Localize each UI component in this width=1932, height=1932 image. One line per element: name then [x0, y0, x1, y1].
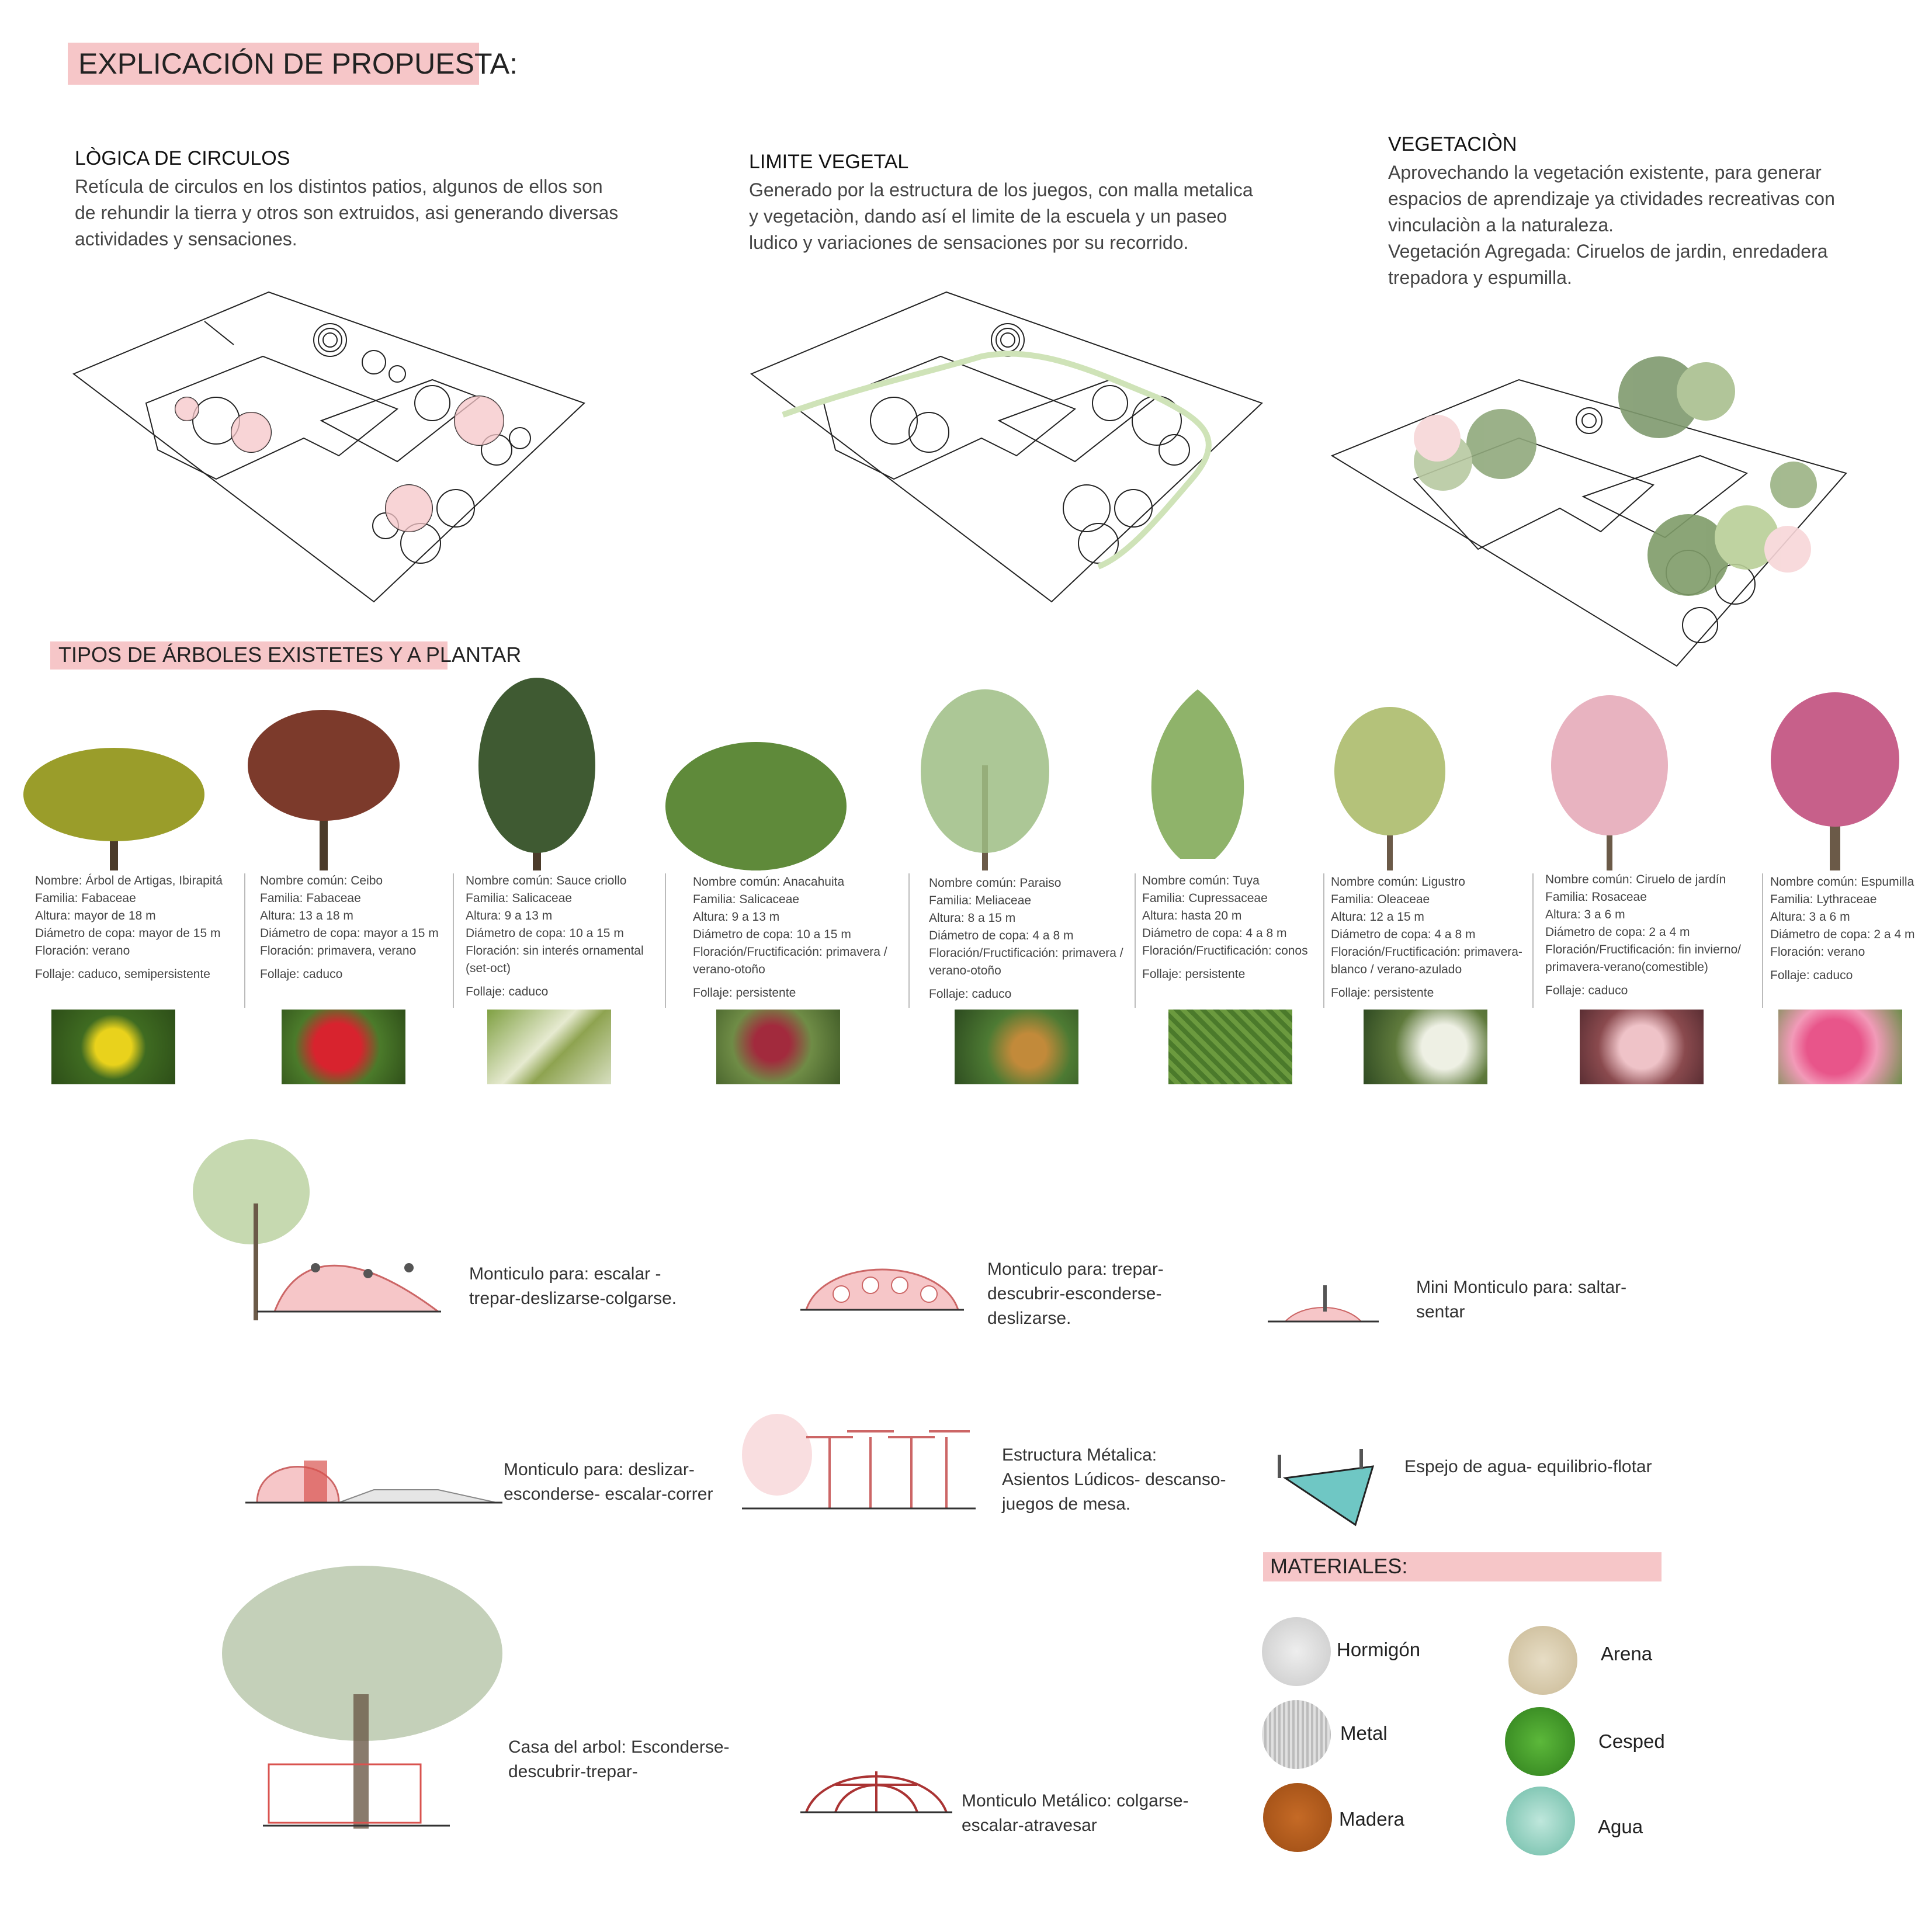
info-line: Floración/Fructificación: primavera-: [1331, 945, 1522, 959]
info-line: Altura: mayor de 18 m: [35, 909, 156, 922]
column-divider: [908, 873, 910, 1008]
info-line: verano-otoño: [929, 964, 1001, 977]
column-divider: [244, 873, 245, 1008]
text-line: de rehundir la tierra y otros son extruidos, asi generando diversas: [75, 202, 619, 223]
caption-monticulo-trepar: [987, 1257, 1164, 1331]
material-label: Hormigón: [1337, 1639, 1421, 1660]
monticulo-metalico-diagram: [800, 1764, 952, 1817]
espejo-agua-diagram: [1268, 1443, 1385, 1531]
caption-estructura-metalica: [1002, 1443, 1226, 1517]
material-swatch-arena: [1508, 1626, 1577, 1695]
info-follaje: Follaje: caduco: [260, 967, 343, 981]
caption-line: trepar-deslizarse-colgarse.: [469, 1289, 677, 1308]
caption-line: descubrir-esconderse-: [987, 1284, 1162, 1303]
photo-ligustro-flower: [1364, 1010, 1487, 1084]
tree-espumilla-icon: [1771, 692, 1899, 870]
photo-ciruelo-flower: [1580, 1010, 1704, 1084]
info-line: Familia: Lythraceae: [1770, 893, 1877, 906]
section-limite-vegetal: [749, 151, 1321, 256]
tree-info-sauce: [466, 872, 664, 1001]
info-line: Familia: Oleaceae: [1331, 893, 1430, 906]
tree-tuya-icon: [1151, 689, 1244, 859]
tree-ceibo-icon: [248, 710, 400, 870]
text-line: Aprovechando la vegetación existente, para generar: [1388, 162, 1822, 183]
tree-info-ligustro: [1331, 873, 1535, 1002]
info-line: Diámetro de copa: 10 a 15 m: [693, 928, 851, 941]
caption-monticulo-escalar: [469, 1262, 677, 1311]
text-line: actividades y sensaciones.: [75, 228, 297, 249]
material-swatch-agua: [1506, 1787, 1575, 1855]
info-line: Altura: 13 a 18 m: [260, 909, 353, 922]
info-follaje: Follaje: caduco: [1545, 984, 1628, 997]
photo-sauce-leaves: [487, 1010, 611, 1084]
info-line: Nombre común: Tuya: [1142, 874, 1260, 887]
photo-espumilla-flower: [1778, 1010, 1902, 1084]
info-line: Familia: Meliaceae: [929, 894, 1032, 907]
info-line: Floración: sin interés ornamental: [466, 944, 644, 958]
info-follaje: Follaje: caduco: [929, 987, 1012, 1001]
info-line: Diámetro de copa: 2 a 4 m: [1770, 928, 1915, 941]
column-divider: [1135, 873, 1136, 1008]
info-line: Familia: Rosaceae: [1545, 890, 1647, 904]
info-line: Altura: 3 a 6 m: [1545, 908, 1625, 921]
info-line: Diámetro de copa: 4 a 8 m: [1142, 927, 1287, 940]
section-circulos: [75, 147, 659, 252]
info-line: Altura: 9 a 13 m: [466, 909, 553, 922]
tree-info-ceibo: [260, 872, 447, 983]
caption-line: descubrir-trepar-: [508, 1762, 638, 1781]
info-line: primavera-verano(comestible): [1545, 960, 1708, 974]
info-line: verano-otoño: [693, 963, 765, 976]
info-line: (set-oct): [466, 962, 511, 975]
info-follaje: Follaje: caduco: [1770, 969, 1853, 982]
page-title: EXPLICACIÓN DE PROPUESTA:: [78, 47, 518, 80]
plan-limite-vegetal-diagram: [748, 286, 1274, 613]
text-line: ludico y variaciones de sensaciones por su recorrido.: [749, 232, 1189, 253]
material-swatch-cesped: [1505, 1707, 1575, 1776]
info-line: blanco / verano-azulado: [1331, 963, 1462, 976]
material-swatch-madera: [1263, 1783, 1332, 1852]
casa-del-arbol-diagram: [216, 1566, 508, 1834]
photo-paraiso-fruit: [955, 1010, 1078, 1084]
plan-circulos-diagram: [70, 286, 596, 613]
photo-ceibo-flower: [282, 1010, 405, 1084]
text-line: Generado por la estructura de los juegos, con malla metalica: [749, 179, 1253, 200]
tree-ligustro-icon: [1334, 707, 1445, 870]
info-line: Diámetro de copa: 4 a 8 m: [1331, 928, 1476, 941]
info-line: Diámetro de copa: 2 a 4 m: [1545, 925, 1690, 939]
material-swatch-metal: [1262, 1700, 1331, 1769]
info-line: Altura: 8 a 15 m: [929, 911, 1016, 925]
material-label: Cesped: [1598, 1730, 1665, 1752]
tree-sauce-icon: [478, 678, 595, 870]
photo-anacahuita-fruit: [716, 1010, 840, 1084]
info-line: Familia: Fabaceae: [35, 892, 136, 905]
info-line: Nombre: Árbol de Artigas, Ibirapitá: [35, 874, 223, 887]
column-divider: [665, 873, 666, 1008]
caption-line: Monticulo para: deslizar-: [504, 1460, 695, 1479]
caption-line: deslizarse.: [987, 1309, 1071, 1328]
caption-line: esconderse- escalar-correr: [504, 1484, 713, 1504]
caption-line: Asientos Lúdicos- descanso-: [1002, 1470, 1226, 1489]
info-line: Familia: Fabaceae: [260, 892, 361, 905]
section-body: [749, 177, 1321, 256]
photo-ibirapita-flower: [51, 1010, 175, 1084]
tree-info-paraiso: [929, 875, 1133, 1003]
info-follaje: Follaje: persistente: [1142, 967, 1246, 981]
caption-line: Monticulo Metálico: colgarse-: [962, 1791, 1189, 1810]
monticulo-deslizar-diagram: [245, 1437, 502, 1507]
info-line: Nombre común: Sauce criollo: [466, 874, 627, 887]
tree-info-espumilla: [1770, 873, 1928, 984]
info-line: Floración/Fructificación: fin invierno/: [1545, 943, 1741, 956]
material-label: Madera: [1339, 1808, 1404, 1830]
tree-info-anacahuita: [693, 873, 903, 1002]
caption-monticulo-deslizar: [504, 1458, 713, 1507]
tree-crowns-group: [1414, 356, 1817, 596]
trees-heading: TIPOS DE ÁRBOLES EXISTETES Y A PLANTAR: [58, 643, 522, 667]
column-divider: [1762, 873, 1763, 1008]
caption-mini-monticulo: [1416, 1275, 1626, 1324]
info-line: Floración/Fructificación: primavera /: [929, 946, 1123, 960]
info-follaje: Follaje: caduco, semipersistente: [35, 967, 210, 981]
column-divider: [453, 873, 454, 1008]
caption-line: Monticulo para: trepar-: [987, 1260, 1164, 1279]
info-line: Altura: 3 a 6 m: [1770, 910, 1850, 924]
info-line: Nombre común: Espumilla: [1770, 875, 1914, 889]
text-line: vinculaciòn a la naturaleza.: [1388, 214, 1614, 235]
info-follaje: Follaje: persistente: [1331, 986, 1434, 1000]
material-label: Arena: [1601, 1643, 1653, 1664]
text-line: espacios de aprendizaje ya ctividades recreativas con: [1388, 188, 1835, 209]
tree-info-ciruelo: [1545, 871, 1761, 1000]
info-follaje: Follaje: caduco: [466, 985, 549, 998]
caption-espejo-agua: [1404, 1455, 1652, 1479]
section-body: [75, 174, 659, 252]
plan-vegetacion-diagram: [1326, 362, 1910, 678]
info-line: Diámetro de copa: 10 a 15 m: [466, 927, 624, 940]
estructura-metalica-diagram: [742, 1408, 976, 1513]
column-divider: [1532, 873, 1534, 1008]
info-line: Floración: primavera, verano: [260, 944, 417, 958]
caption-line: Estructura Métalica:: [1002, 1445, 1157, 1465]
info-line: Floración: verano: [35, 944, 130, 958]
caption-line: Espejo de agua- equilibrio-flotar: [1404, 1457, 1652, 1476]
column-divider: [1323, 873, 1324, 1008]
info-line: Familia: Salicaceae: [466, 892, 573, 905]
caption-line: Mini Monticulo para: saltar-: [1416, 1278, 1627, 1297]
info-line: Floración/Fructificación: conos: [1142, 944, 1308, 958]
caption-line: juegos de mesa.: [1002, 1494, 1131, 1514]
section-title: LIMITE VEGETAL: [749, 151, 909, 173]
info-line: Nombre común: Ligustro: [1331, 875, 1465, 889]
info-line: Altura: 9 a 13 m: [693, 910, 780, 924]
text-line: trepadora y espumilla.: [1388, 267, 1572, 288]
caption-line: sentar: [1416, 1302, 1465, 1321]
info-line: Floración: verano: [1770, 945, 1865, 959]
material-swatch-hormigon: [1262, 1617, 1331, 1686]
tree-anacahuita-icon: [665, 742, 847, 870]
section-body: [1388, 159, 1914, 291]
photo-tuya-foliage: [1168, 1010, 1292, 1084]
info-follaje: Follaje: persistente: [693, 986, 796, 1000]
info-line: Floración/Fructificación: primavera /: [693, 945, 887, 959]
text-line: Vegetación Agregada: Ciruelos de jardin, enredadera: [1388, 241, 1828, 262]
info-line: Familia: Salicaceae: [693, 893, 800, 906]
caption-line: escalar-atravesar: [962, 1816, 1097, 1835]
tree-info-tuya: [1142, 872, 1323, 983]
info-line: Nombre común: Paraiso: [929, 876, 1062, 890]
text-line: Retícula de circulos en los distintos patios, algunos de ellos son: [75, 176, 603, 197]
info-line: Nombre común: Anacahuita: [693, 875, 845, 889]
tree-paraiso-icon: [921, 689, 1049, 870]
info-line: Familia: Cupressaceae: [1142, 892, 1268, 905]
caption-casa-del-arbol: [508, 1735, 730, 1784]
caption-line: Casa del arbol: Esconderse-: [508, 1737, 730, 1757]
section-title: LÒGICA DE CIRCULOS: [75, 147, 290, 169]
info-line: Diámetro de copa: mayor de 15 m: [35, 927, 221, 940]
material-label: Agua: [1598, 1816, 1643, 1837]
monticulo-escalar-diagram: [181, 1133, 444, 1320]
info-line: Altura: 12 a 15 m: [1331, 910, 1424, 924]
info-line: Altura: hasta 20 m: [1142, 909, 1242, 922]
text-line: y vegetaciòn, dando así el limite de la escuela y un paseo: [749, 206, 1227, 227]
caption-monticulo-metalico: [962, 1789, 1189, 1838]
section-vegetacion: [1388, 133, 1914, 291]
tree-ibirapita-icon: [23, 748, 204, 870]
monticulo-trepar-diagram: [800, 1239, 964, 1314]
tree-ciruelo-icon: [1551, 695, 1668, 870]
materials-heading: MATERIALES:: [1270, 1554, 1408, 1578]
info-line: Diámetro de copa: 4 a 8 m: [929, 929, 1074, 942]
mini-monticulo-diagram: [1268, 1268, 1379, 1326]
info-line: Nombre común: Ciruelo de jardín: [1545, 873, 1726, 886]
tree-illustrations: [0, 678, 1932, 876]
info-line: Diámetro de copa: mayor a 15 m: [260, 927, 439, 940]
material-label: Metal: [1340, 1722, 1388, 1744]
caption-line: Monticulo para: escalar -: [469, 1264, 661, 1284]
tree-info-ibirapita: [35, 872, 234, 983]
info-line: Nombre común: Ceibo: [260, 874, 383, 887]
section-title: VEGETACIÒN: [1388, 133, 1517, 155]
